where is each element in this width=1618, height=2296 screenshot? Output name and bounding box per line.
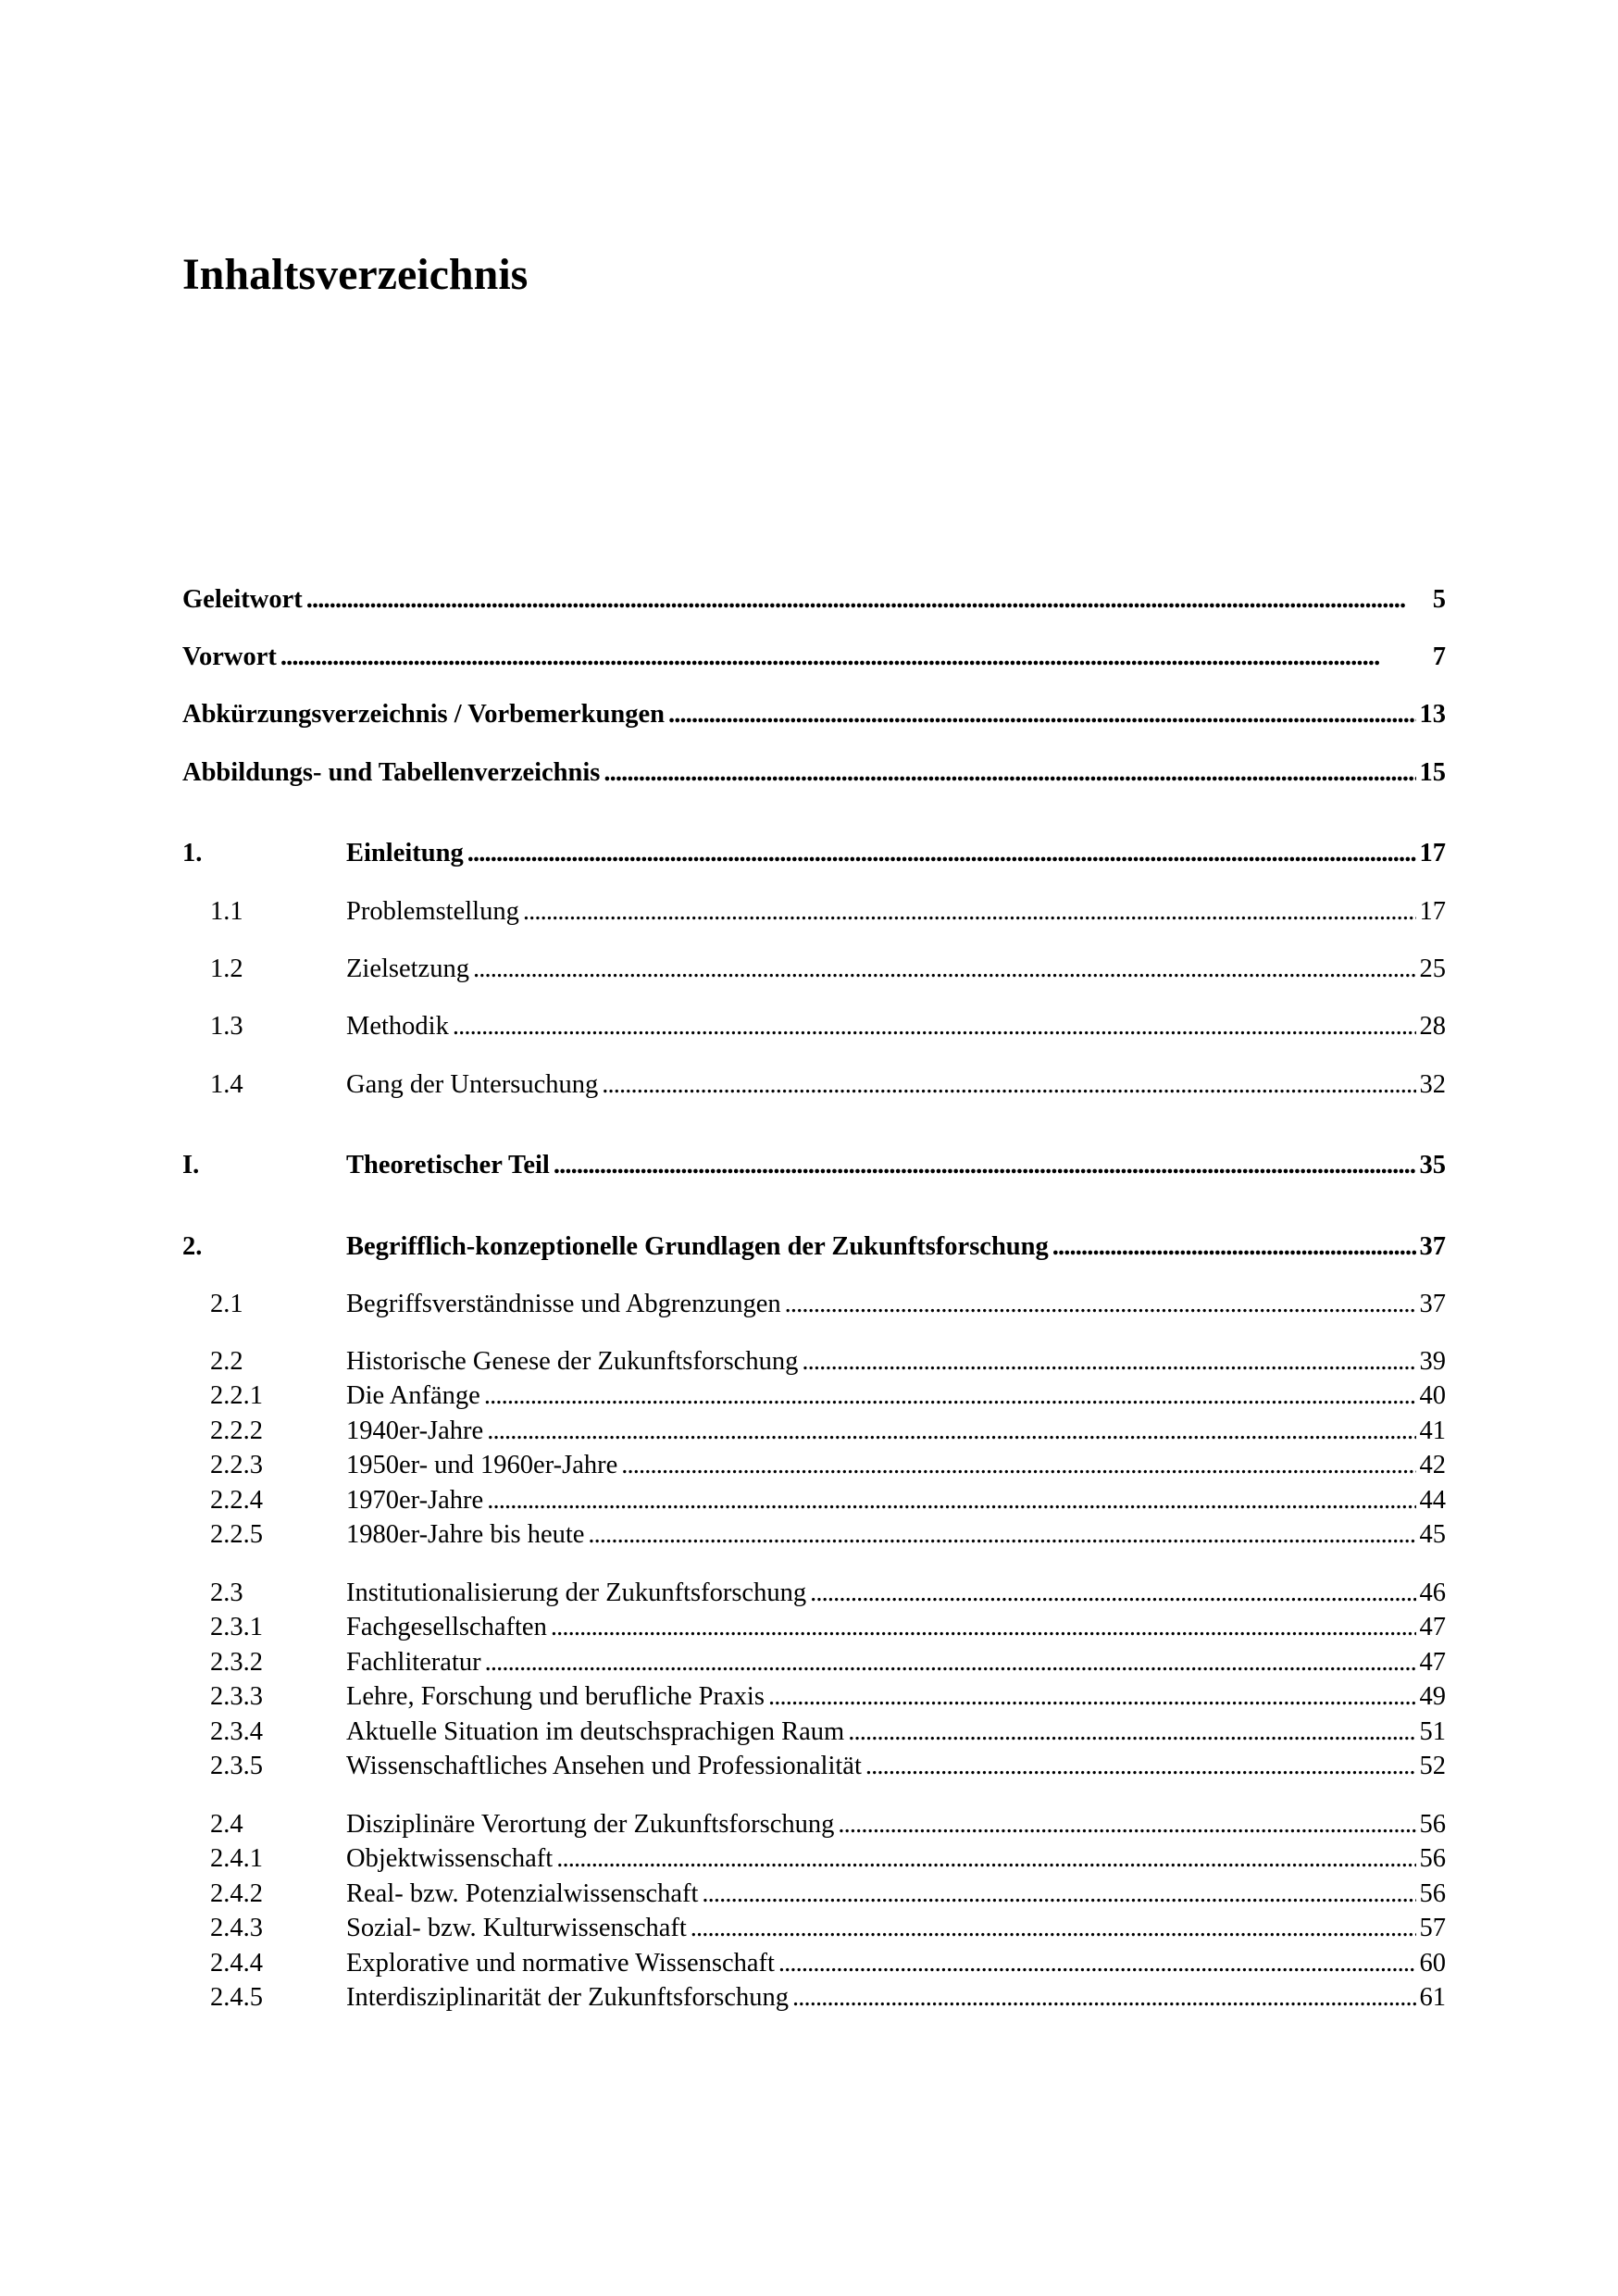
dot-leader: [484, 1378, 1416, 1415]
toc-entry[interactable]: [182, 1516, 1446, 1554]
toc-page: 56: [1419, 1879, 1446, 1908]
dot-leader: [523, 893, 1416, 930]
toc-entry[interactable]: [182, 1378, 1446, 1415]
toc-entry[interactable]: [182, 1806, 1446, 1843]
toc-page: 42: [1419, 1451, 1446, 1479]
toc-number: 2.3.1: [210, 1613, 263, 1641]
toc-entry[interactable]: [182, 1067, 1446, 1104]
toc-label: Sozial- bzw. Kulturwissenschaft: [346, 1914, 687, 1942]
dot-leader: [785, 1286, 1416, 1323]
dot-leader: [668, 696, 1416, 733]
toc-page: 37: [1419, 1232, 1446, 1261]
toc-number: 2.3.4: [210, 1717, 263, 1746]
toc-number: 2.2: [210, 1347, 243, 1376]
dot-leader: [556, 1841, 1415, 1878]
toc-entry-geleitwort[interactable]: [182, 581, 1446, 618]
toc-page: 15: [1419, 758, 1446, 787]
toc-page: 61: [1419, 1983, 1446, 2012]
toc-entry[interactable]: [182, 893, 1446, 930]
toc-label: 1970er-Jahre: [346, 1486, 484, 1515]
dot-leader: [691, 1910, 1416, 1947]
toc-entry[interactable]: [182, 1678, 1446, 1716]
toc-number: 1.1: [210, 897, 243, 926]
toc-page: 41: [1419, 1416, 1446, 1445]
toc-page: 37: [1419, 1290, 1446, 1318]
toc-entry[interactable]: [182, 1945, 1446, 1982]
dot-leader: [306, 581, 1429, 618]
toc-entry-abbildungsverzeichnis[interactable]: [182, 755, 1446, 792]
toc-label: Abkürzungsverzeichnis / Vorbemerkungen: [182, 700, 665, 729]
toc-number: 2.3: [210, 1578, 243, 1607]
toc-page: 47: [1419, 1648, 1446, 1677]
toc-page: 49: [1419, 1682, 1446, 1711]
toc-entry[interactable]: [182, 1482, 1446, 1519]
toc-label: Abbildungs- und Tabellenverzeichnis: [182, 758, 601, 787]
toc-label: Lehre, Forschung und berufliche Praxis: [346, 1682, 765, 1711]
toc-part-1[interactable]: [182, 1147, 1446, 1184]
toc-page: 25: [1419, 955, 1446, 983]
dot-leader: [865, 1748, 1416, 1785]
toc-label: Geleitwort: [182, 585, 303, 614]
toc-entry[interactable]: [182, 1343, 1446, 1380]
toc-number: 2.4.4: [210, 1949, 263, 1978]
toc-number: 2.3.2: [210, 1648, 263, 1677]
dot-leader: [453, 1008, 1416, 1045]
toc-label: 1940er-Jahre: [346, 1416, 484, 1445]
dot-leader: [778, 1945, 1416, 1982]
dot-leader: [702, 1876, 1415, 1913]
toc-entry[interactable]: [182, 1979, 1446, 2016]
toc-number: 2.2.5: [210, 1520, 263, 1549]
toc-label: Begrifflich-konzeptionelle Grundlagen der Zukunftsforschung: [346, 1232, 1049, 1261]
toc-label: 1950er- und 1960er-Jahre: [346, 1451, 618, 1479]
toc-page: 45: [1419, 1520, 1446, 1549]
toc-entry-abkuerzungsverzeichnis[interactable]: [182, 696, 1446, 733]
toc-number: 2.1: [210, 1290, 243, 1318]
toc-label: Methodik: [346, 1012, 449, 1041]
dot-leader: [602, 1067, 1415, 1104]
toc-entry[interactable]: [182, 1714, 1446, 1751]
dot-leader: [554, 1147, 1416, 1184]
toc-number: 2.2.2: [210, 1416, 263, 1445]
toc-number: 2.3.3: [210, 1682, 263, 1711]
toc-page: 32: [1419, 1070, 1446, 1099]
toc-label: Einleitung: [346, 839, 464, 867]
dot-leader: [485, 1644, 1416, 1681]
toc-label: Fachgesellschaften: [346, 1613, 547, 1641]
dot-leader: [802, 1343, 1415, 1380]
toc-entry[interactable]: [182, 1008, 1446, 1045]
toc-entry[interactable]: [182, 1644, 1446, 1681]
toc-label: Disziplinäre Verortung der Zukunftsforschung: [346, 1810, 835, 1839]
dot-leader: [621, 1447, 1415, 1484]
toc-number: 2.4.5: [210, 1983, 263, 2012]
toc-page: 57: [1419, 1914, 1446, 1942]
toc-entry[interactable]: [182, 1609, 1446, 1646]
toc-label: Theoretischer Teil: [346, 1151, 550, 1179]
toc-label: Zielsetzung: [346, 955, 469, 983]
dot-leader: [551, 1609, 1416, 1646]
toc-page: 56: [1419, 1844, 1446, 1873]
toc-number: 2.4.2: [210, 1879, 263, 1908]
dot-leader: [280, 639, 1429, 676]
toc-label: 1980er-Jahre bis heute: [346, 1520, 585, 1549]
toc-entry[interactable]: [182, 1286, 1446, 1323]
toc-number: I.: [182, 1151, 200, 1179]
dot-leader: [810, 1575, 1415, 1612]
toc-entry[interactable]: [182, 1876, 1446, 1913]
toc-label: Explorative und normative Wissenschaft: [346, 1949, 775, 1978]
dot-leader: [487, 1482, 1415, 1519]
toc-page: 35: [1419, 1151, 1446, 1179]
toc-label: Problemstellung: [346, 897, 519, 926]
dot-leader: [473, 951, 1416, 988]
dot-leader: [588, 1516, 1415, 1554]
toc-label: Gang der Untersuchung: [346, 1070, 599, 1099]
toc-page: 52: [1419, 1752, 1446, 1780]
dot-leader: [487, 1413, 1415, 1450]
toc-entry[interactable]: [182, 951, 1446, 988]
toc-number: 1.3: [210, 1012, 243, 1041]
toc-number: 1.: [182, 839, 203, 867]
dot-leader: [467, 835, 1416, 872]
toc-number: 2.: [182, 1232, 203, 1261]
dot-leader: [604, 755, 1415, 792]
toc-entry-vorwort[interactable]: [182, 639, 1446, 676]
toc-label: Historische Genese der Zukunftsforschung: [346, 1347, 799, 1376]
toc-page: 28: [1419, 1012, 1446, 1041]
toc-page: 44: [1419, 1486, 1446, 1515]
toc-page: 17: [1419, 839, 1446, 867]
toc-label: Aktuelle Situation im deutschsprachigen Raum: [346, 1717, 845, 1746]
toc-entry[interactable]: [182, 1447, 1446, 1484]
toc-entry[interactable]: [182, 1910, 1446, 1947]
toc-label: Die Anfänge: [346, 1381, 480, 1410]
toc-page: 51: [1419, 1717, 1446, 1746]
toc-label: Real- bzw. Potenzialwissenschaft: [346, 1879, 699, 1908]
toc-label: Institutionalisierung der Zukunftsforschung: [346, 1578, 807, 1607]
toc-entry[interactable]: [182, 1748, 1446, 1785]
toc-chapter-2[interactable]: [182, 1229, 1446, 1266]
toc-page: 40: [1419, 1381, 1446, 1410]
toc-chapter-1[interactable]: [182, 835, 1446, 872]
toc-number: 2.4.3: [210, 1914, 263, 1942]
toc-number: 1.2: [210, 955, 243, 983]
toc-label: Wissenschaftliches Ansehen und Professionalität: [346, 1752, 862, 1780]
toc-page: 39: [1419, 1347, 1446, 1376]
toc-label: Begriffsverständnisse und Abgrenzungen: [346, 1290, 781, 1318]
page-title: Inhaltsverzeichnis: [182, 250, 529, 299]
dot-leader: [838, 1806, 1415, 1843]
toc-entry[interactable]: [182, 1575, 1446, 1612]
toc-number: 2.4.1: [210, 1844, 263, 1873]
toc-page: 46: [1419, 1578, 1446, 1607]
toc-number: 2.2.4: [210, 1486, 263, 1515]
toc-label: Vorwort: [182, 643, 277, 671]
toc-page: 17: [1419, 897, 1446, 926]
toc-page: 5: [1432, 585, 1446, 614]
dot-leader: [1052, 1229, 1416, 1266]
toc-number: 2.2.1: [210, 1381, 263, 1410]
toc-number: 1.4: [210, 1070, 243, 1099]
toc-label: Fachliteratur: [346, 1648, 481, 1677]
toc-number: 2.3.5: [210, 1752, 263, 1780]
toc-number: 2.2.3: [210, 1451, 263, 1479]
toc-page: 13: [1419, 700, 1446, 729]
toc-page: 56: [1419, 1810, 1446, 1839]
toc-page: 60: [1419, 1949, 1446, 1978]
toc-entry[interactable]: [182, 1841, 1446, 1878]
toc-page: 7: [1432, 643, 1446, 671]
toc-entry[interactable]: [182, 1413, 1446, 1450]
dot-leader: [848, 1714, 1415, 1751]
dot-leader: [792, 1979, 1415, 2016]
toc-number: 2.4: [210, 1810, 243, 1839]
toc-page: 47: [1419, 1613, 1446, 1641]
dot-leader: [768, 1678, 1416, 1716]
toc-label: Interdisziplinarität der Zukunftsforschung: [346, 1983, 790, 2012]
toc-label: Objektwissenschaft: [346, 1844, 554, 1873]
